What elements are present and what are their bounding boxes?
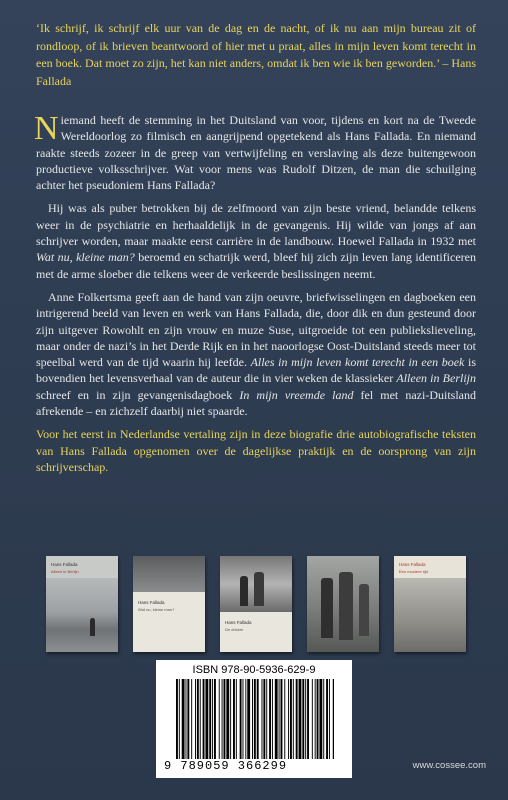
- p3-text-d: fel met nazi-Duitsland afrekende – en zichzelf daarbij niet spaarde.: [36, 387, 476, 419]
- barcode-bar: [319, 679, 322, 759]
- barcode-bar: [179, 679, 180, 759]
- blurb-paragraph-4: Voor het eerst in Nederlandse vertaling zijn in deze biografie drie autobiografische teksten van Hans Fallada opgenomen over de dagelijkse praktijk en de oorsprong van zijn schrijverschap.: [36, 427, 476, 474]
- barcode-bar: [245, 679, 246, 759]
- barcode-bar: [219, 679, 220, 759]
- book-cover-1-figure: [90, 618, 95, 636]
- blurb-paragraph-1-text: iemand heeft de stemming in het Duitsland van voor, tijdens en kort na de Tweede Wereldoorlog zo filmisch en aangrijpend opgetekend als Hans Fallada. En niemand raakte steeds zozeer in de greep van vertwijfeling en verslaving als deze buitengewoon productieve volksschrijver. Wat voor mens was Rudolf Ditzen, de man die schuilging achter het pseudoniem Hans Fallada?: [36, 113, 476, 193]
- p2-book-title: Wat nu, kleine man?: [36, 250, 135, 265]
- barcode: [156, 660, 352, 778]
- p3-book-title-3: In mijn vreemde land: [239, 387, 354, 402]
- barcode-bar: [266, 679, 267, 759]
- barcode-bar: [252, 679, 253, 759]
- barcode-bar: [222, 679, 223, 759]
- barcode-bar: [200, 679, 201, 759]
- barcode-bar: [299, 679, 302, 759]
- barcode-bar: [323, 679, 324, 759]
- barcode-bar: [187, 679, 189, 759]
- book-cover-3: [220, 556, 292, 652]
- book-cover-4: [307, 556, 379, 652]
- barcode-bar: [279, 679, 280, 759]
- barcode-bar: [182, 679, 185, 759]
- book-cover-4-figure-a: [321, 578, 333, 638]
- book-cover-5-title: Een mooiere tijd: [399, 569, 428, 574]
- book-cover-3-author: Hans Fallada: [225, 620, 252, 625]
- barcode-bar: [176, 679, 178, 759]
- p3-text-a: Anne Folkertsma geeft aan de hand van zijn oeuvre, briefwisselingen en dagboeken een intrigerend beeld van leven en werk van Hans Fallada, die, door dik en dun gesteund door zijn uitgever Rowohlt en zijn vrouw en muze Suse, uitgroeide tot een publiekslieveling, maar onder de nazi’s in het Derde Rijk en in het naoorlogse Oost-Duitsland steeds meer tot speelbal werd van de tijd waarin hij leefde.: [36, 289, 476, 370]
- barcode-bar: [191, 679, 192, 759]
- barcode-bar: [203, 679, 205, 759]
- barcode-bar: [233, 679, 235, 759]
- book-cover-1-title: Alleen in Berlijn: [51, 569, 79, 574]
- barcode-bar: [240, 679, 242, 759]
- barcode-bar: [247, 679, 250, 759]
- barcode-digits: 9 789059 366299: [164, 759, 288, 773]
- p2-text-a: Hij was als puber betrokken bij de zelfmoord van zijn beste vriend, belandde telkens weer in de psychiatrie en herhaaldelijk in de gevangenis. Hij wilde van jongs af aan schrijver worden, maar maakte eerst carrière in de landbouw. Hoewel Fallada in 1932 met: [36, 201, 476, 249]
- barcode-bar: [281, 679, 283, 759]
- book-cover-3-title: De drinker: [225, 627, 244, 632]
- barcode-bars: [176, 679, 334, 759]
- barcode-bar: [284, 679, 285, 759]
- barcode-bar: [293, 679, 294, 759]
- book-cover-3-figure-a: [240, 576, 248, 606]
- book-cover-5: [394, 556, 466, 652]
- drop-cap: N: [34, 110, 59, 147]
- barcode-bar: [307, 679, 309, 759]
- barcode-bar: [262, 679, 263, 759]
- barcode-bar: [186, 679, 187, 759]
- barcode-bar: [230, 679, 231, 759]
- related-books: [46, 556, 466, 656]
- barcode-bar: [209, 679, 211, 759]
- barcode-bar: [212, 679, 213, 759]
- book-cover-2-title: Wat nu, kleine man?: [138, 607, 175, 612]
- barcode-bar: [305, 679, 306, 759]
- barcode-bar: [205, 679, 208, 759]
- barcode-bar: [329, 679, 330, 759]
- book-cover-4-figure-c: [359, 584, 369, 636]
- blurb-paragraph-3: [36, 289, 476, 419]
- barcode-bar: [333, 679, 334, 759]
- isbn-label: ISBN 978-90-5936-629-9: [192, 664, 316, 676]
- barcode-bar: [269, 679, 271, 759]
- p3-text-c: schreef en in zijn gevangenisdagboek: [36, 387, 240, 402]
- barcode-bar: [317, 679, 319, 759]
- book-cover-3-figure-b: [254, 572, 264, 606]
- barcode-bar: [254, 679, 256, 759]
- barcode-bar: [226, 679, 229, 759]
- barcode-bar: [296, 679, 298, 759]
- book-cover-1-photo: [46, 578, 118, 652]
- barcode-bar: [272, 679, 273, 759]
- book-cover-5-author: Hans Fallada: [399, 562, 426, 567]
- barcode-bar: [257, 679, 259, 759]
- book-cover-1-author: Hans Fallada: [51, 562, 78, 567]
- book-cover-2-author: Hans Fallada: [138, 600, 165, 605]
- barcode-bar: [224, 679, 226, 759]
- book-cover-1: [46, 556, 118, 652]
- blurb-paragraph-2: [36, 200, 476, 281]
- barcode-bar: [315, 679, 316, 759]
- barcode-bar: [275, 679, 278, 759]
- book-cover-2-photo: [133, 556, 205, 592]
- barcode-bar: [263, 679, 265, 759]
- author-quote: ‘Ik schrijf, ik schrijf elk uur van de dag en de nacht, of ik nu aan mijn bureau zit of rondloop, of ik brieven beantwoord of hier met u praat, alles in mijn leven komt terecht in een boek. Dat moet zo zijn, het kan niet anders, omdat ik ben wie ik ben geworden.’ – Hans Fallada: [36, 21, 476, 88]
- barcode-bar: [312, 679, 313, 759]
- blurb: [36, 112, 476, 482]
- barcode-bar: [195, 679, 196, 759]
- p3-book-title-1: Alles in mijn leven komt terecht in een boek: [250, 355, 465, 370]
- book-cover-2: [133, 556, 205, 652]
- barcode-bar: [236, 679, 237, 759]
- barcode-bar: [290, 679, 292, 759]
- barcode-bar: [243, 679, 244, 759]
- blurb-paragraph-1: [36, 112, 476, 193]
- barcode-bar: [302, 679, 304, 759]
- publisher-website[interactable]: www.cossee.com: [412, 760, 486, 771]
- barcode-bar: [214, 679, 216, 759]
- p3-book-title-2: Alleen in Berlijn: [396, 371, 476, 386]
- barcode-bar: [326, 679, 328, 759]
- p2-text-b: beroemd en schatrijk werd, bleef hij zich zijn leven lang identificeren met de arme sloeber die telkens weer de verkeerde beslissingen neemt.: [36, 250, 476, 281]
- p3-text-b: is bovendien het levensverhaal van de auteur die in vier weken de klassieker: [36, 355, 476, 386]
- book-cover-4-figure-b: [339, 572, 353, 640]
- barcode-bar: [197, 679, 199, 759]
- barcode-bar: [288, 679, 289, 759]
- book-cover-5-photo: [394, 578, 466, 652]
